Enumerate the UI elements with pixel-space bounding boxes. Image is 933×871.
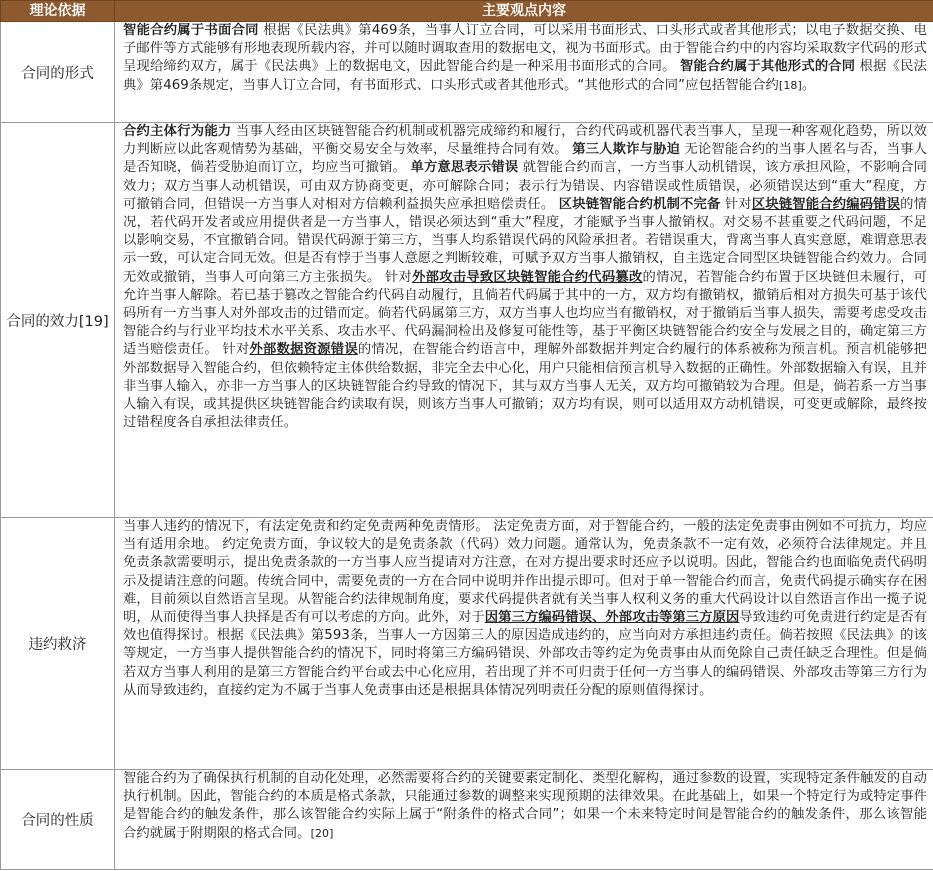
- table-row-contract-nature: [1, 770, 933, 870]
- row-content: [115, 123, 933, 518]
- body-text: 针对: [720, 196, 752, 212]
- emphasis-text: 外部攻击导致区块链智能合约代码篡改: [412, 269, 643, 285]
- table-row-contract-form: [1, 22, 933, 123]
- emphasis-text: 因第三方编码错误、外部攻击等第三方原因: [484, 610, 740, 626]
- header-theory-basis: 理论依据: [1, 1, 115, 22]
- body-text: 的情况，若智能合约布置于区块链但未履行，可允许当事人解除。若已基于篡改之智能合约代码自动履行，且倘若代码属于其中的一方，双方均有撤销权，撤销后相对方损失可基于该代码所有一方当事人对外部攻击的过错而定。倘若代码属第三方，双方当事人也均应当有撤销权，对于撤销后当事人损失，需要考虑受攻击智能合约与行业平均技术水平关系、攻击水平、代码漏洞检出及修复可能性等，基于平衡区块链智能合约安全与发展之目的，确定第三方适当赔偿责任。 针对: [123, 269, 927, 358]
- heading-term: 单方意思表示错误: [410, 160, 519, 176]
- bold-underline-span: [485, 610, 740, 625]
- citation-ref: [18]: [778, 78, 802, 92]
- body-text: 智能合约为了确保执行机制的自动化处理，必然需要将合约的关键要素定制化、类型化解构，通过参数的设置，实现特定条件触发的自动执行机制。因此，智能合约的本质是格式条款，只能通过参数的调整来实现预期的法律效果。在此基础上，如果一个特定行为或特定事件是智能合约的触发条件，那么该智能合约实际上属于“附条件的格式合同”；如果一个未来特定时间是智能合约的触发条件，那么该智能合约就属于附期限的格式合同。: [123, 771, 927, 841]
- table-header-row: [1, 1, 933, 22]
- bold-underline-span: [752, 197, 900, 212]
- body-text: 根据《民法典》第469条，当事人订立合同，可以采用书面形式、口头形式或者其他形式；以电子数据交换、电子邮件等方式能够有形地表现所载内容，并可以随时调取查用的数据电文，视为书面形式。由于智能合约中的内容均采取数字代码的形式呈现给缔约双方，属于《民法典》上的数据电文，因此智能合约是一种采用书面形式的合同。: [123, 23, 927, 75]
- heading-term: 合约主体行为能力: [123, 124, 232, 139]
- body-text: 就智能合约而言，一方当事人动机错误，该方承担风险，不影响合同效力；双方当事人动机错误，可由双方协商变更，亦可解除合同；表示行为错误、内容错误或性质错误，必须错误达到“重大”程度，方可撤销合同，但错误一方当事人对相对方信赖利益损失应承担赔偿责任。: [123, 160, 927, 212]
- header-main-content: 主要观点内容: [115, 1, 933, 22]
- body-text: 无论智能合约的当事人匿名与否，当事人是否知晓，倘若受胁迫而订立，均应当可撤销。: [123, 142, 927, 176]
- bold-underline-span: [412, 270, 642, 285]
- table-row-contract-validity: [1, 123, 933, 518]
- body-text: 当事人经由区块链智能合约机制或机器完成缔约和履行，合约代码或机器代表当事人，呈现一种客观化趋势，所以效力判断应以此客观情势为基础，平衡交易安全与效率，尽量维持合同有效。: [123, 124, 927, 158]
- bold-underline-span: [249, 342, 357, 357]
- heading-term: 区块链智能合约机制不完备: [558, 196, 721, 212]
- body-text: 。: [801, 77, 816, 93]
- heading-term: 智能合约属于书面合同: [123, 23, 259, 38]
- row-content: [115, 518, 933, 770]
- emphasis-text: 区块链智能合约编码错误: [751, 196, 901, 212]
- row-label: 合同的形式: [1, 22, 115, 123]
- row-label: 违约救济: [1, 518, 115, 770]
- citation-ref: [20]: [310, 826, 334, 840]
- row-label: 合同的效力[19]: [1, 123, 115, 518]
- heading-term: 第三人欺诈与胁迫: [572, 142, 681, 158]
- table-row-breach-remedy: [1, 518, 933, 770]
- row-content: [115, 770, 933, 870]
- body-text: 当事人违约的情况下，有法定免责和约定免责两种免责情形。 法定免责方面，对于智能合约，一般的法定免责事由例如不可抗力，均应当有适用余地。 约定免责方面，争议较大的是免责条款（代码）效力问题。通常认为，免责条款不一定有效，必须符合法律规定。并且免责条款需要明示，提出免责条款的一方当事人应当提请对方注意，在对方提出要求时还应予以说明。因此，智能合约也面临免责代码明示及提请注意的问题。传统合同中，需要免责的一方在合同中说明并作出提示即可。但对于单一智能合约而言，免责代码提示确实存在困难，目前须以自然语言呈现。从智能合约法律规制角度，要求代码提供者就有关当事人权利义务的重大代码设计以自然语言作出一揽子说明，从而使得当事人抉择是否有可以考虑的方向。此外，对于: [123, 519, 927, 626]
- body-text: 的情况，若代码开发者或应用提供者是一方当事人，错误必须达到“重大”程度，才能赋予当事人撤销权。对交易不甚重要之代码问题，不足以影响交易，不宜撤销合同。错误代码源于第三方，当事人均系错误代码的风险承担者。若错误重大，背离当事人真实意愿，难谓意思表示一致，可认定合同无效。但是否有悖于当事人意愿之判断较难，可赋予双方当事人撤销权，自主选定合同型区块链智能合约效力。合同无效或撤销，当事人可向第三方主张损失。 针对: [123, 196, 928, 285]
- body-text: 导致违约可免责进行约定是否有效也值得探讨。根据《民法典》第593条，当事人一方因第三人的原因造成违约的，应当向对方承担违约责任。倘若按照《民法典》的该等规定，一方当事人提供智能合约的情况下，同时将第三方编码错误、外部攻击等约定为免责事由从而免除自己责任缺乏合理性。但是倘若双方当事人利用的是第三方智能合约平台或去中心化应用，若出现了并不可归责于任何一方当事人的编码错误、外部攻击等第三方行为从而导致违约，直接约定为不属于当事人免责事由还是根据具体情况列明责任分配的原则值得探讨。: [123, 610, 928, 698]
- body-text: 根据《民法典》第469条规定，当事人订立合同，有书面形式、口头形式或者其他形式。“其他形式的合同”应包括智能合约: [123, 59, 927, 93]
- heading-term: 智能合约属于其他形式的合同: [680, 59, 856, 75]
- row-label: 合同的性质: [1, 770, 115, 870]
- body-text: 的情况，在智能合约语言中，理解外部数据并判定合约履行的体系被称为预言机。预言机能够把外部数据导入智能合约，但依赖特定主体供给数据，非完全去中心化，用户只能相信预言机导入数据的正确性。外部数据输入有误，且并非当事人输入，亦非一方当事人的区块链智能合约导致的情况下，其与双方当事人无关，双方均可撤销较为合理。但是，倘若系一方当事人输入有误，或其提供区块链智能合约读取有误，则该方当事人可撤销；双方均有误，则可以适用双方动机错误，可变更或解除，最终按过错程度各自承担法律责任。: [123, 342, 927, 431]
- row-content: [115, 22, 933, 123]
- emphasis-text: 外部数据资源错误: [249, 342, 358, 358]
